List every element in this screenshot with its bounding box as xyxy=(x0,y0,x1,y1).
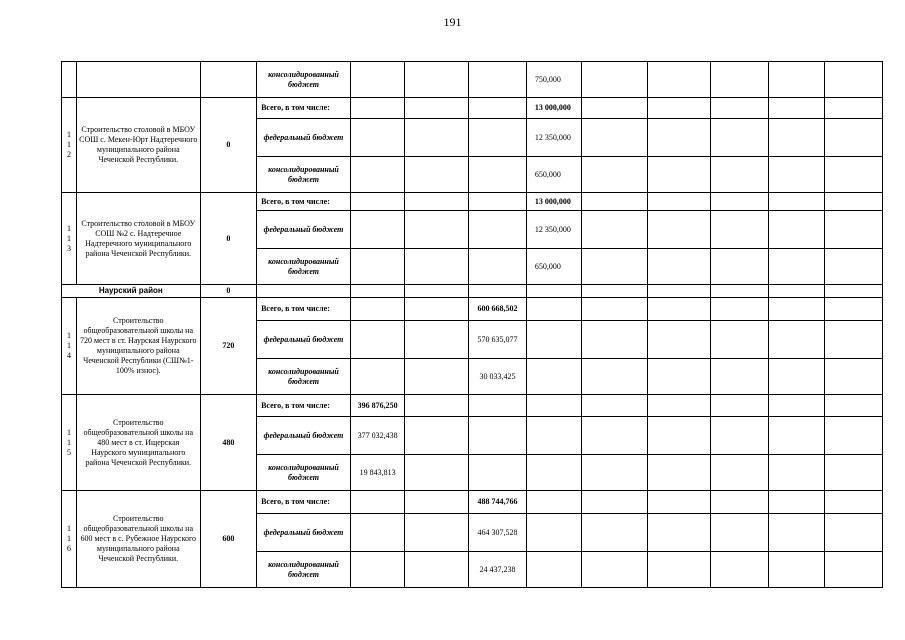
empty-cell xyxy=(405,321,469,359)
empty-cell xyxy=(711,298,769,321)
project-number-digit: 4 xyxy=(66,351,71,360)
empty-cell xyxy=(648,491,711,514)
category-label: федеральный бюджет xyxy=(257,119,351,157)
empty-cell xyxy=(711,157,769,193)
empty-cell xyxy=(648,321,711,359)
project-number-digit: 1 xyxy=(66,140,71,149)
empty-cell xyxy=(825,119,883,157)
project-number-digit: 5 xyxy=(66,447,71,457)
empty-cell xyxy=(469,193,527,211)
budget-table xyxy=(61,61,883,588)
empty-cell xyxy=(350,359,404,395)
amount-cell: 13 000,000 xyxy=(526,193,581,211)
empty-cell xyxy=(350,285,404,298)
amount-cell: 30 033,425 xyxy=(469,359,527,395)
empty-cell xyxy=(768,491,825,514)
empty-cell xyxy=(768,395,825,417)
project-capacity: 600 xyxy=(200,491,257,588)
project-number-digit: 1 xyxy=(66,341,71,350)
category-label: федеральный бюджет xyxy=(257,321,351,359)
district-name: Наурский район xyxy=(62,285,201,298)
amount-cell: 19 843,813 xyxy=(350,455,404,491)
table-row xyxy=(62,298,883,321)
empty-cell xyxy=(350,98,404,119)
empty-cell xyxy=(350,552,404,588)
empty-cell xyxy=(768,193,825,211)
empty-cell xyxy=(648,285,711,298)
empty-cell xyxy=(825,552,883,588)
page-number: 191 xyxy=(443,15,462,29)
category-label: Всего, в том числе: xyxy=(257,98,351,119)
empty-cell xyxy=(711,321,769,359)
empty-cell xyxy=(768,157,825,193)
empty-cell xyxy=(711,285,769,298)
project-number xyxy=(62,98,77,193)
project-number-digit: 1 xyxy=(66,130,71,139)
project-capacity: 720 xyxy=(200,298,257,395)
empty-cell xyxy=(582,514,648,552)
empty-cell xyxy=(825,417,883,455)
amount-cell: 488 744,766 xyxy=(469,491,527,514)
empty-cell xyxy=(582,491,648,514)
empty-cell xyxy=(405,552,469,588)
empty-cell xyxy=(825,514,883,552)
empty-cell xyxy=(648,395,711,417)
empty-cell xyxy=(825,157,883,193)
category-label: консолидированный бюджет xyxy=(257,552,351,588)
category-label: консолидированный бюджет xyxy=(257,249,351,285)
empty-cell xyxy=(768,62,825,98)
empty-cell xyxy=(825,211,883,249)
amount-cell: 750,000 xyxy=(526,62,581,98)
district-capacity: 0 xyxy=(200,285,257,298)
empty-cell xyxy=(648,193,711,211)
category-label: федеральный бюджет xyxy=(257,211,351,249)
category-label: Всего, в том числе: xyxy=(257,395,351,417)
project-name: Строительство общеобразовательной школы на 480 мест в ст. Ищерская Наурского муниципального района Чеченской Республики. xyxy=(76,395,200,491)
empty-cell xyxy=(825,285,883,298)
empty-cell xyxy=(469,417,527,455)
amount-cell: 464 307,528 xyxy=(469,514,527,552)
empty-cell xyxy=(768,211,825,249)
empty-cell xyxy=(526,514,581,552)
empty-cell xyxy=(768,455,825,491)
project-number-digit: 1 xyxy=(66,223,71,233)
project-capacity: 480 xyxy=(200,395,257,491)
empty-cell xyxy=(405,455,469,491)
empty-cell xyxy=(768,359,825,395)
project-number xyxy=(62,395,77,491)
table-row xyxy=(62,62,883,98)
project-number-digit: 6 xyxy=(66,544,71,553)
empty-cell xyxy=(405,211,469,249)
project-number-digit: 1 xyxy=(66,534,71,543)
empty-cell xyxy=(711,417,769,455)
project-number-digit: 2 xyxy=(66,150,71,159)
project-number xyxy=(62,193,77,285)
empty-cell xyxy=(648,119,711,157)
empty-cell xyxy=(350,157,404,193)
amount-cell: 650,000 xyxy=(526,249,581,285)
project-number-digit: 3 xyxy=(66,243,71,253)
empty-cell xyxy=(768,514,825,552)
empty-cell xyxy=(405,395,469,417)
category-label: федеральный бюджет xyxy=(257,514,351,552)
project-name: Строительство общеобразовательной школы на 600 мест в с. Рубежное Наурского муниципального района Чеченской Республики. xyxy=(76,491,200,588)
project-number-digit: 1 xyxy=(66,437,71,447)
empty-cell xyxy=(582,211,648,249)
empty-cell xyxy=(405,157,469,193)
empty-cell xyxy=(350,514,404,552)
empty-cell xyxy=(648,298,711,321)
empty-cell xyxy=(582,119,648,157)
empty-cell xyxy=(582,193,648,211)
empty-cell xyxy=(350,321,404,359)
project-number-digit: 1 xyxy=(66,427,71,437)
amount-cell: 377 032,438 xyxy=(350,417,404,455)
empty-cell xyxy=(768,298,825,321)
amount-cell: 12 350,000 xyxy=(526,211,581,249)
empty-cell xyxy=(648,98,711,119)
empty-cell xyxy=(582,359,648,395)
empty-cell xyxy=(825,491,883,514)
empty-cell xyxy=(582,321,648,359)
empty-cell xyxy=(350,119,404,157)
empty-cell xyxy=(62,62,77,98)
empty-cell xyxy=(582,157,648,193)
empty-cell xyxy=(405,249,469,285)
project-name: Строительство общеобразовательной школы на 720 мест в ст. Наурская Наурского муниципального района Чеченской Республики (СШ№1-100% износ). xyxy=(76,298,200,395)
empty-cell xyxy=(711,514,769,552)
empty-cell xyxy=(469,211,527,249)
empty-cell xyxy=(648,514,711,552)
empty-cell xyxy=(768,552,825,588)
empty-cell xyxy=(526,455,581,491)
empty-cell xyxy=(711,119,769,157)
empty-cell xyxy=(825,62,883,98)
empty-cell xyxy=(648,62,711,98)
empty-cell xyxy=(405,285,469,298)
empty-cell xyxy=(825,249,883,285)
empty-cell xyxy=(582,417,648,455)
empty-cell xyxy=(648,211,711,249)
amount-cell: 12 350,000 xyxy=(526,119,581,157)
empty-cell xyxy=(825,298,883,321)
category-label: консолидированный бюджет xyxy=(257,62,351,98)
category-label: консолидированный бюджет xyxy=(257,359,351,395)
empty-cell xyxy=(526,359,581,395)
empty-cell xyxy=(526,491,581,514)
empty-cell xyxy=(711,193,769,211)
empty-cell xyxy=(405,119,469,157)
empty-cell xyxy=(405,98,469,119)
project-number-digit: 1 xyxy=(66,524,71,533)
empty-cell xyxy=(469,119,527,157)
project-number-digit: 1 xyxy=(66,233,71,243)
empty-cell xyxy=(76,62,200,98)
empty-cell xyxy=(405,193,469,211)
empty-cell xyxy=(405,298,469,321)
empty-cell xyxy=(405,514,469,552)
empty-cell xyxy=(526,552,581,588)
empty-cell xyxy=(526,285,581,298)
table-body xyxy=(62,62,883,588)
empty-cell xyxy=(469,395,527,417)
empty-cell xyxy=(582,62,648,98)
empty-cell xyxy=(711,395,769,417)
empty-cell xyxy=(711,455,769,491)
category-label: Всего, в том числе: xyxy=(257,298,351,321)
empty-cell xyxy=(768,417,825,455)
empty-cell xyxy=(648,249,711,285)
empty-cell xyxy=(526,417,581,455)
project-capacity: 0 xyxy=(200,98,257,193)
empty-cell xyxy=(711,249,769,285)
empty-cell xyxy=(582,395,648,417)
table-row xyxy=(62,193,883,211)
empty-cell xyxy=(648,359,711,395)
project-number xyxy=(62,491,77,588)
empty-cell xyxy=(768,321,825,359)
empty-cell xyxy=(825,395,883,417)
empty-cell xyxy=(405,491,469,514)
category-label: консолидированный бюджет xyxy=(257,157,351,193)
empty-cell xyxy=(350,211,404,249)
empty-cell xyxy=(469,62,527,98)
amount-cell: 650,000 xyxy=(526,157,581,193)
amount-cell: 396 876,250 xyxy=(350,395,404,417)
empty-cell xyxy=(648,157,711,193)
empty-cell xyxy=(469,285,527,298)
empty-cell xyxy=(825,455,883,491)
empty-cell xyxy=(469,249,527,285)
empty-cell xyxy=(582,455,648,491)
empty-cell xyxy=(711,211,769,249)
empty-cell xyxy=(350,298,404,321)
empty-cell xyxy=(768,119,825,157)
empty-cell xyxy=(825,321,883,359)
empty-cell xyxy=(825,193,883,211)
empty-cell xyxy=(257,285,351,298)
empty-cell xyxy=(582,98,648,119)
empty-cell xyxy=(405,359,469,395)
project-name: Строительство столовой в МБОУ СОШ с. Мекен-Юрт Надтеречного муниципального района Чеченской Республики. xyxy=(76,98,200,193)
empty-cell xyxy=(711,552,769,588)
empty-cell xyxy=(350,62,404,98)
empty-cell xyxy=(648,455,711,491)
empty-cell xyxy=(582,249,648,285)
empty-cell xyxy=(526,298,581,321)
empty-cell xyxy=(648,417,711,455)
empty-cell xyxy=(469,157,527,193)
category-label: Всего, в том числе: xyxy=(257,491,351,514)
amount-cell: 13 000,000 xyxy=(526,98,581,119)
empty-cell xyxy=(768,98,825,119)
amount-cell: 570 635,077 xyxy=(469,321,527,359)
amount-cell: 600 668,502 xyxy=(469,298,527,321)
empty-cell xyxy=(768,285,825,298)
empty-cell xyxy=(405,62,469,98)
empty-cell xyxy=(711,98,769,119)
empty-cell xyxy=(526,395,581,417)
empty-cell xyxy=(711,62,769,98)
category-label: федеральный бюджет xyxy=(257,417,351,455)
empty-cell xyxy=(350,249,404,285)
empty-cell xyxy=(526,321,581,359)
empty-cell xyxy=(648,552,711,588)
empty-cell xyxy=(200,62,257,98)
table-row xyxy=(62,98,883,119)
project-name: Строительство столовой в МБОУ СОШ №2 с. Надтеречное Надтеречного муниципального района Чеченской Республики. xyxy=(76,193,200,285)
empty-cell xyxy=(711,491,769,514)
empty-cell xyxy=(469,98,527,119)
empty-cell xyxy=(582,552,648,588)
category-label: Всего, в том числе: xyxy=(257,193,351,211)
empty-cell xyxy=(350,491,404,514)
project-number-digit: 1 xyxy=(66,331,71,340)
empty-cell xyxy=(825,98,883,119)
empty-cell xyxy=(469,455,527,491)
table-row xyxy=(62,491,883,514)
empty-cell xyxy=(768,249,825,285)
empty-cell xyxy=(405,417,469,455)
table-row xyxy=(62,395,883,417)
empty-cell xyxy=(582,285,648,298)
empty-cell xyxy=(825,359,883,395)
empty-cell xyxy=(350,193,404,211)
empty-cell xyxy=(582,298,648,321)
category-label: консолидированный бюджет xyxy=(257,455,351,491)
empty-cell xyxy=(711,359,769,395)
amount-cell: 24 437,238 xyxy=(469,552,527,588)
project-capacity: 0 xyxy=(200,193,257,285)
project-number xyxy=(62,298,77,395)
district-row xyxy=(62,285,883,298)
